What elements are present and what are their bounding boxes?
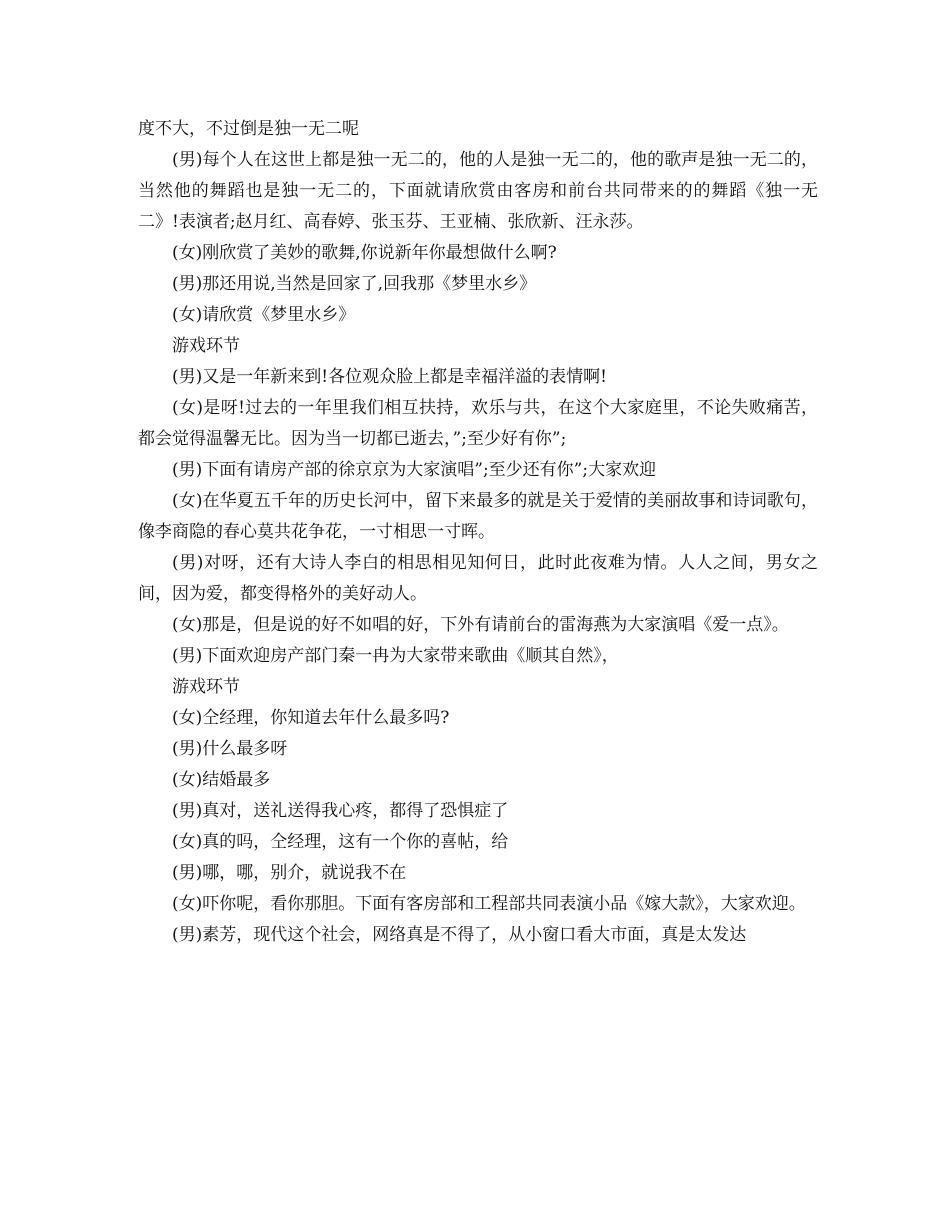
paragraph: (男)每个人在这世上都是独一无二的，他的人是独一无二的，他的歌声是独一无二的，当然他的舞蹈也是独一无二的，下面就请欣赏由客房和前台共同带来的的舞蹈《独一无二》!表演者;赵月红、高春婷、张玉芬、王亚楠、张欣新、汪永莎。 [138, 150, 818, 232]
paragraph: (男)对呀，还有大诗人李白的相思相见知何日，此时此夜难为情。人人之间，男女之间，因为爱，都变得格外的美好动人。 [138, 553, 818, 604]
paragraph: (男)什么最多呀 [172, 739, 288, 759]
paragraph: (男)真对，送礼送得我心疼，都得了恐惧症了 [172, 801, 509, 821]
section-heading: 游戏环节 [172, 677, 240, 697]
paragraph: (女)请欣赏《梦里水乡》 [172, 305, 356, 325]
paragraph: (女)刚欣赏了美妙的歌舞,你说新年你最想做什么啊? [172, 243, 557, 263]
paragraph: 度不大，不过倒是独一无二呢 [138, 119, 359, 139]
paragraph: (女)是呀!过去的一年里我们相互扶持，欢乐与共，在这个大家庭里，不论失败痛苦，都会觉得温馨无比。因为当一切都已逝去，”;至少好有你”; [138, 398, 818, 449]
paragraph: (男)下面欢迎房产部门秦一冉为大家带来歌曲《顺其自然》， [172, 646, 619, 666]
section-heading: 游戏环节 [172, 336, 240, 356]
paragraph: (女)吓你呢，看你那胆。下面有客房部和工程部共同表演小品《嫁大款》，大家欢迎。 [172, 894, 806, 914]
paragraph: (男)哪，哪，别介，就说我不在 [172, 863, 407, 883]
paragraph: (男)又是一年新来到!各位观众脸上都是幸福洋溢的表情啊! [172, 367, 607, 387]
paragraph: (女)那是，但是说的好不如唱的好，下外有请前台的雷海燕为大家演唱《爱一点》。 [172, 615, 789, 635]
document-body [138, 114, 818, 951]
paragraph: (女)结婚最多 [172, 770, 271, 790]
paragraph: (男)那还用说,当然是回家了,回我那《梦里水乡》 [172, 274, 537, 294]
paragraph: (女)真的吗，仝经理，这有一个你的喜帖，给 [172, 832, 509, 852]
paragraph: (女)在华夏五千年的历史长河中，留下来最多的就是关于爱情的美丽故事和诗词歌句，像李商隐的春心莫共花争花，一寸相思一寸晖。 [138, 491, 818, 542]
paragraph: (女)仝经理，你知道去年什么最多吗? [172, 708, 450, 728]
paragraph: (男)下面有请房产部的徐京京为大家演唱”;至少还有你”;大家欢迎 [172, 460, 657, 480]
paragraph: (男)素芳，现代这个社会，网络真是不得了，从小窗口看大市面，真是太发达 [172, 925, 747, 945]
